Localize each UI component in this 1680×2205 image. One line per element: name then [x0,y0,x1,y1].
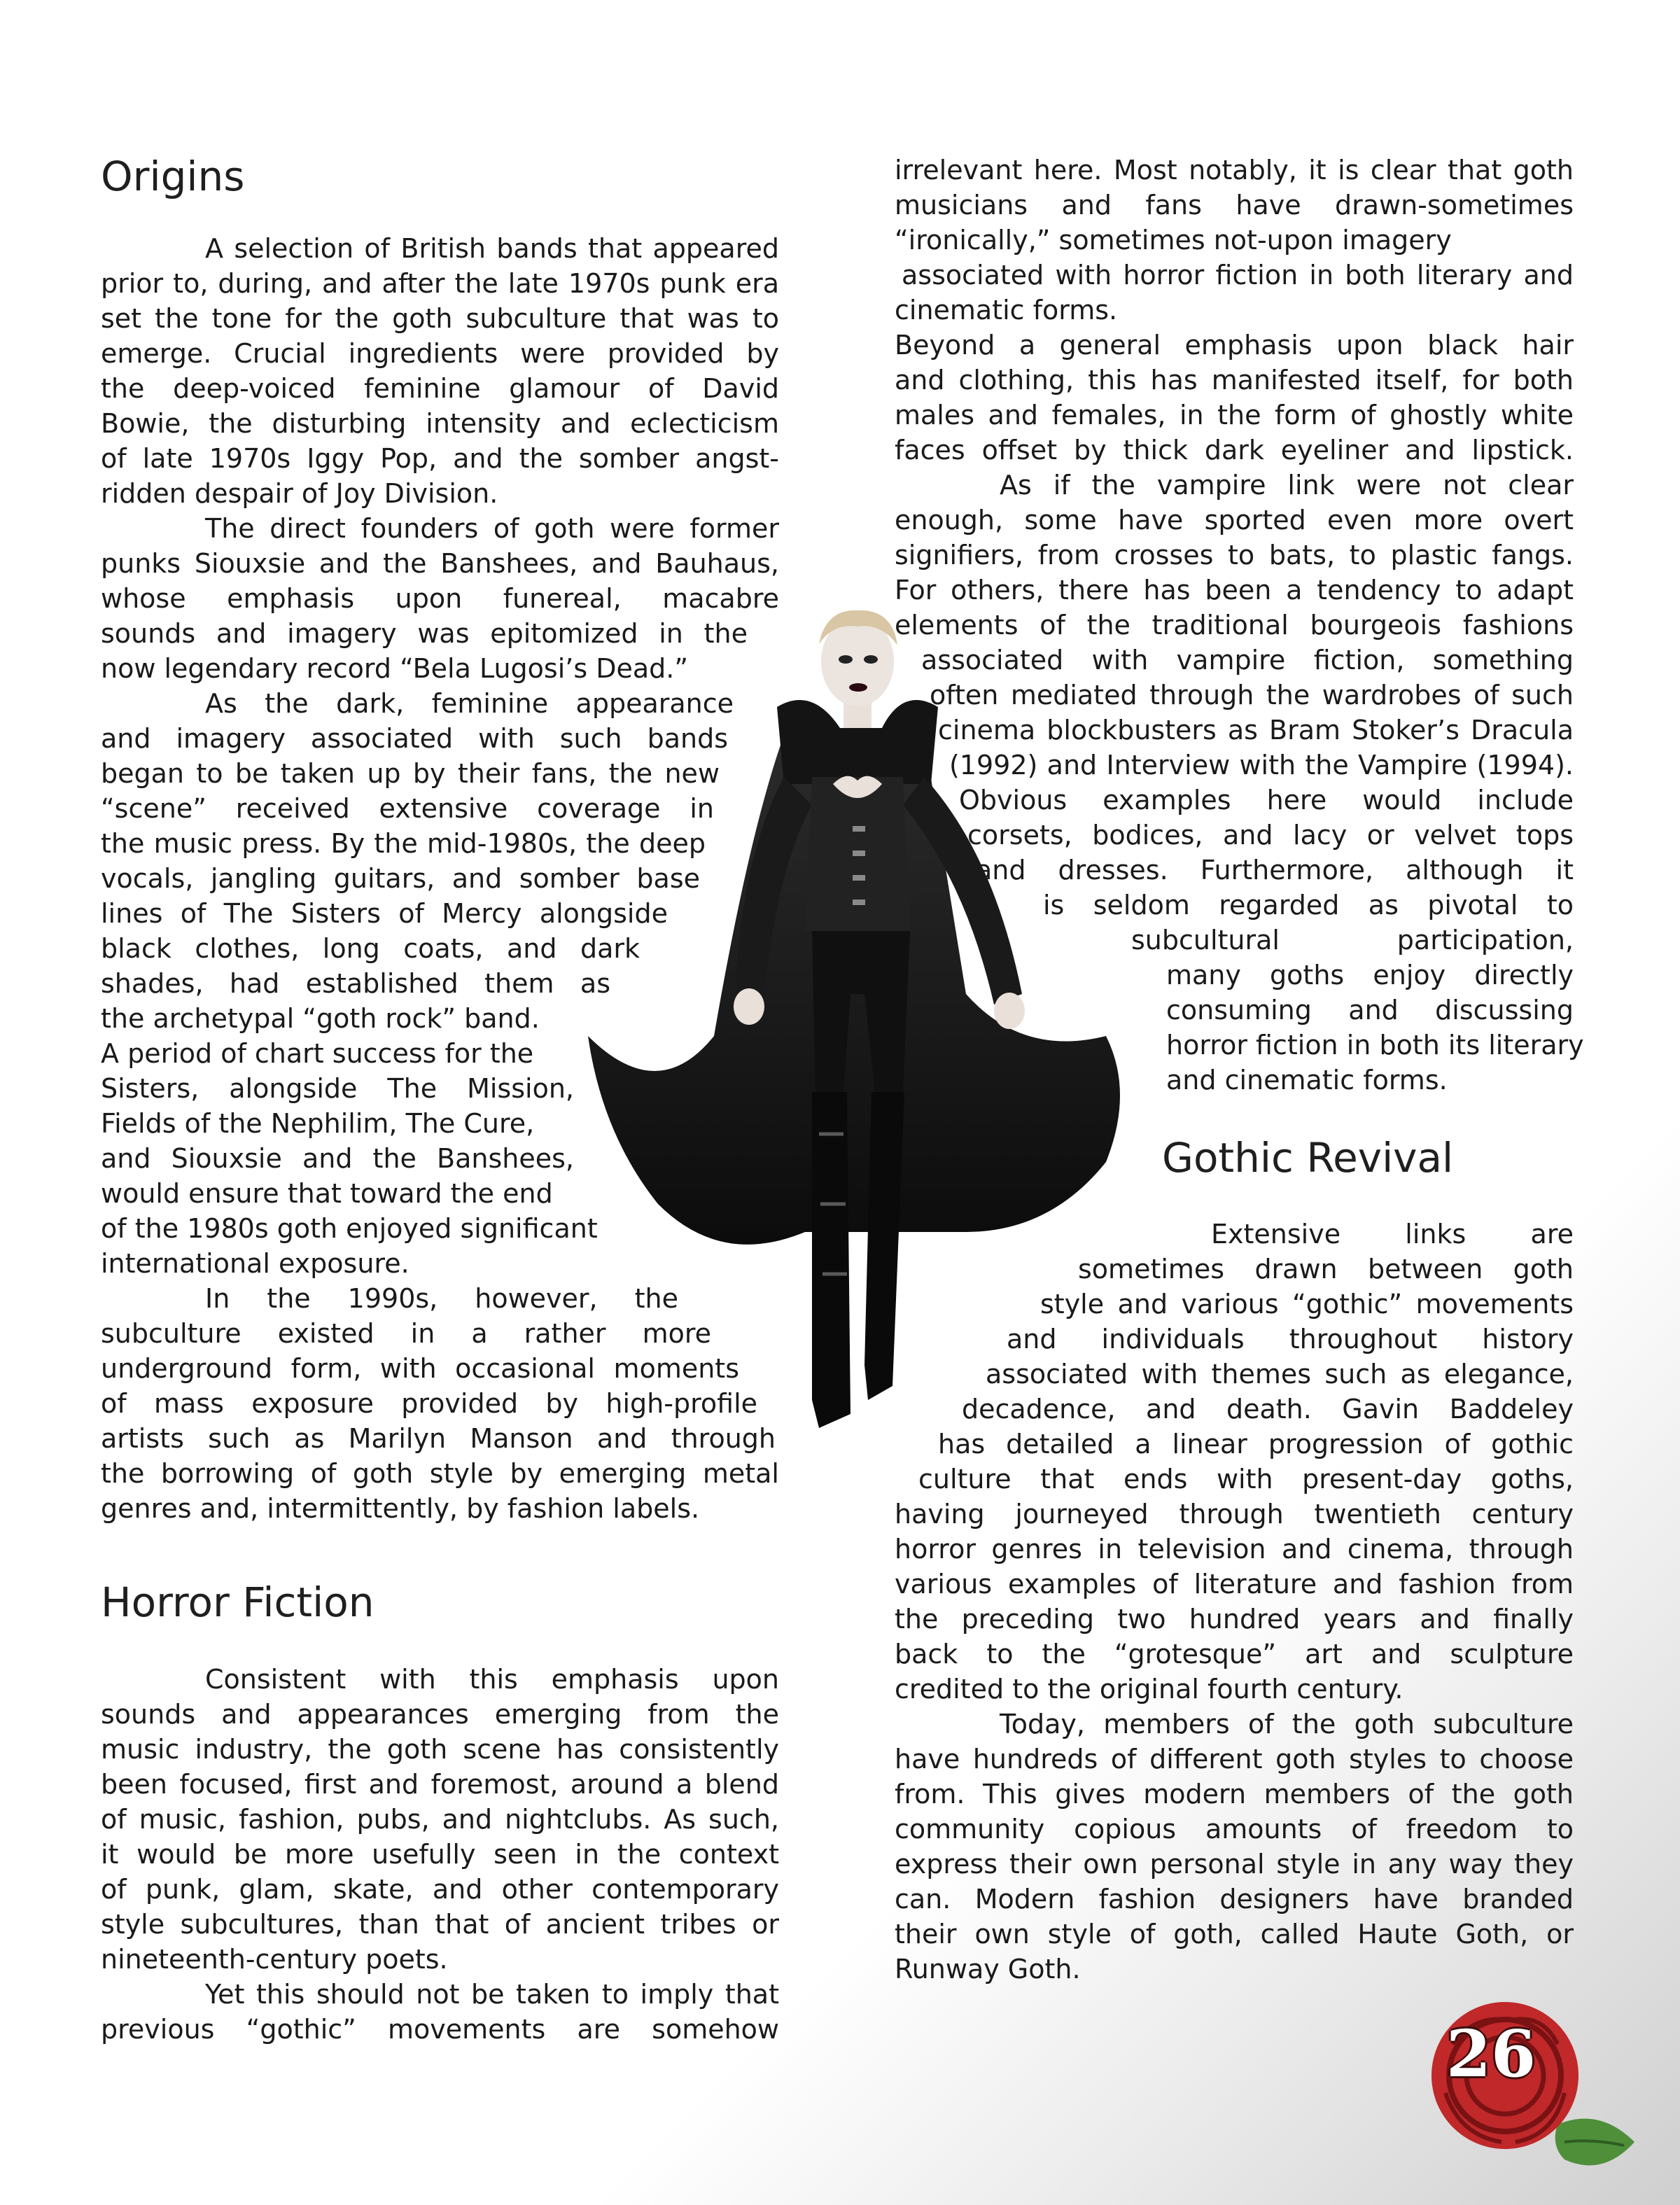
horror-fiction-line: signifiers, from crosses to bats, to plastic fangs. [895,540,1574,570]
origins-line: ridden despair of Joy Division. [101,478,498,509]
horror-fiction-line: associated with horror fiction in both literary and [902,260,1574,290]
gothic-revival-line: the preceding two hundred years and finally [895,1604,1574,1634]
origins-line: underground form, with occasional moments [101,1353,739,1384]
origins-line: the deep-voiced feminine glamour of David [101,373,779,404]
horror-fiction-line: is seldom regarded as pivotal to [1043,890,1574,920]
origins-line: and imagery associated with such bands [101,723,728,754]
horror-fiction-line: cinema blockbusters as Bram Stoker’s Dracula [938,715,1574,746]
gothic-revival-line: culture that ends with present-day goths, [918,1464,1574,1494]
origins-line: Bowie, the disturbing intensity and eclecticism [101,408,779,439]
gothic-revival-line: express their own personal style in any way they [895,1849,1574,1879]
horror-fiction-line: Yet this should not be taken to imply that [205,1979,779,2010]
horror-fiction-line: of punk, glam, skate, and other contemporary [101,1874,779,1905]
origins-line: the archetypal “goth rock” band. [101,1003,540,1034]
origins-line: international exposure. [101,1248,410,1279]
origins-line: the music press. By the mid-1980s, the deep [101,828,706,859]
horror-fiction-line: Consistent with this emphasis upon [205,1664,779,1695]
gothic-revival-line: sometimes drawn between goth [1078,1254,1574,1284]
origins-line: As the dark, feminine appearance [205,688,734,719]
gothic-revival-line: can. Modern fashion designers have branded [895,1884,1574,1914]
horror-fiction-line: and dresses. Furthermore, although it [976,855,1574,886]
section-heading-horror-fiction: Horror Fiction [101,1578,374,1626]
origins-line: In the 1990s, however, the [205,1283,678,1314]
origins-line: of late 1970s Iggy Pop, and the somber angst- [101,443,779,474]
origins-line: Fields of the Nephilim, The Cure, [101,1108,535,1139]
origins-line: set the tone for the goth subculture that was to [101,303,779,334]
origins-line: began to be taken up by their fans, the new [101,758,720,789]
origins-line: artists such as Marilyn Manson and through [101,1423,776,1454]
gothic-revival-line: having journeyed through twentieth century [895,1499,1574,1530]
horror-fiction-line: music industry, the goth scene has consistently [101,1734,779,1765]
horror-fiction-line: often mediated through the wardrobes of such [930,680,1574,710]
horror-fiction-line: and clothing, this has manifested itself, for both [895,365,1574,396]
gothic-revival-line: from. This gives modern members of the goth [895,1779,1574,1809]
page-number: 26 [1446,2016,1536,2092]
gothic-revival-line: associated with themes such as elegance, [986,1359,1574,1390]
horror-fiction-line: associated with vampire fiction, something [921,645,1574,676]
horror-fiction-line: and cinematic forms. [1166,1065,1448,1096]
gothic-revival-line: have hundreds of different goth styles to choose [895,1744,1574,1774]
horror-fiction-line: of music, fashion, pubs, and nightclubs. As such, [101,1804,779,1835]
origins-line: The direct founders of goth were former [205,513,779,544]
horror-fiction-line: “ironically,” sometimes not-upon imagery [895,225,1452,255]
origins-line: and Siouxsie and the Banshees, [101,1143,574,1174]
horror-fiction-line: corsets, bodices, and lacy or velvet tops [967,820,1574,850]
gothic-revival-line: and individuals throughout history [1007,1324,1574,1354]
horror-fiction-line: many goths enjoy directly [1166,960,1574,990]
horror-fiction-line: horror fiction in both its literary [1166,1030,1584,1060]
gothic-revival-line: back to the “grotesque” art and sculpture [895,1639,1574,1670]
gothic-revival-line: Runway Goth. [895,1954,1081,1984]
horror-fiction-line: For others, there has been a tendency to adapt [895,575,1574,606]
origins-line: genres and, intermittently, by fashion labels. [101,1493,700,1524]
origins-line: would ensure that toward the end [101,1178,553,1209]
horror-fiction-line: faces offset by thick dark eyeliner and lipstick. [895,435,1574,465]
gothic-revival-line: Today, members of the goth subculture [1000,1709,1574,1740]
origins-line: of the 1980s goth enjoyed significant [101,1213,598,1244]
origins-line: punks Siouxsie and the Banshees, and Bauhaus, [101,548,779,579]
origins-line: prior to, during, and after the late 1970s punk era [101,268,779,299]
section-heading-origins: Origins [101,153,245,200]
horror-fiction-line: irrelevant here. Most notably, it is clear that goth [895,155,1574,186]
horror-fiction-line: Beyond a general emphasis upon black hair [895,330,1574,360]
gothic-revival-line: various examples of literature and fashion from [895,1569,1574,1600]
gothic-revival-line: community copious amounts of freedom to [895,1814,1574,1844]
horror-fiction-line: males and females, in the form of ghostly white [895,400,1574,430]
gothic-revival-line: their own style of goth, called Haute Goth, or [895,1919,1574,1949]
origins-line: “scene” received extensive coverage in [101,793,714,824]
gothic-revival-line: decadence, and death. Gavin Baddeley [962,1394,1574,1424]
horror-fiction-line: consuming and discussing [1166,995,1574,1026]
origins-line: emerge. Crucial ingredients were provided by [101,338,779,369]
origins-line: A period of chart success for the [101,1038,534,1069]
horror-fiction-line: cinematic forms. [895,295,1118,326]
origins-line: the borrowing of goth style by emerging metal [101,1458,779,1489]
horror-fiction-line: been focused, first and foremost, around a blend [101,1769,779,1800]
boots-shape [812,1092,850,1428]
origins-line: vocals, jangling guitars, and somber base [101,863,700,894]
horror-fiction-line: As if the vampire link were not clear [1000,470,1574,500]
section-heading-gothic-revival: Gothic Revival [1162,1134,1454,1182]
gothic-revival-line: has detailed a linear progression of gothic [938,1429,1574,1460]
horror-fiction-line: style subcultures, than that of ancient tribes or [101,1909,779,1940]
gothic-revival-line: style and various “gothic” movements [1040,1289,1574,1320]
origins-line: Sisters, alongside The Mission, [101,1073,574,1104]
horror-fiction-line: nineteenth-century poets. [101,1944,448,1975]
origins-line: sounds and imagery was epitomized in the [101,618,748,649]
gothic-revival-line: credited to the original fourth century. [895,1674,1404,1704]
origins-line: A selection of British bands that appeared [205,233,779,264]
origins-line: now legendary record “Bela Lugosi’s Dead.” [101,653,689,684]
horror-fiction-line: (1992) and Interview with the Vampire (1994). [949,750,1574,780]
origins-line: whose emphasis upon funereal, macabre [101,583,779,614]
gothic-revival-line: Extensive links are [1211,1219,1574,1250]
horror-fiction-line: musicians and fans have drawn-sometimes [895,190,1574,220]
horror-fiction-line: Obvious examples here would include [959,785,1574,816]
origins-line: subculture existed in a rather more [101,1318,711,1349]
origins-line: lines of The Sisters of Mercy alongside [101,898,668,929]
origins-line: of mass exposure provided by high-profile [101,1388,757,1419]
horror-fiction-line: elements of the traditional bourgeois fashions [895,610,1574,640]
origins-line: black clothes, long coats, and dark [101,933,640,964]
origins-line: shades, had established them as [101,968,610,999]
horror-fiction-line: previous “gothic” movements are somehow [101,2014,779,2045]
horror-fiction-line: enough, some have sported even more overt [895,505,1574,536]
horror-fiction-line: subcultural participation, [1131,925,1574,955]
gothic-revival-line: horror genres in television and cinema, through [895,1534,1574,1564]
horror-fiction-line: sounds and appearances emerging from the [101,1699,779,1730]
horror-fiction-line: it would be more usefully seen in the context [101,1839,779,1870]
